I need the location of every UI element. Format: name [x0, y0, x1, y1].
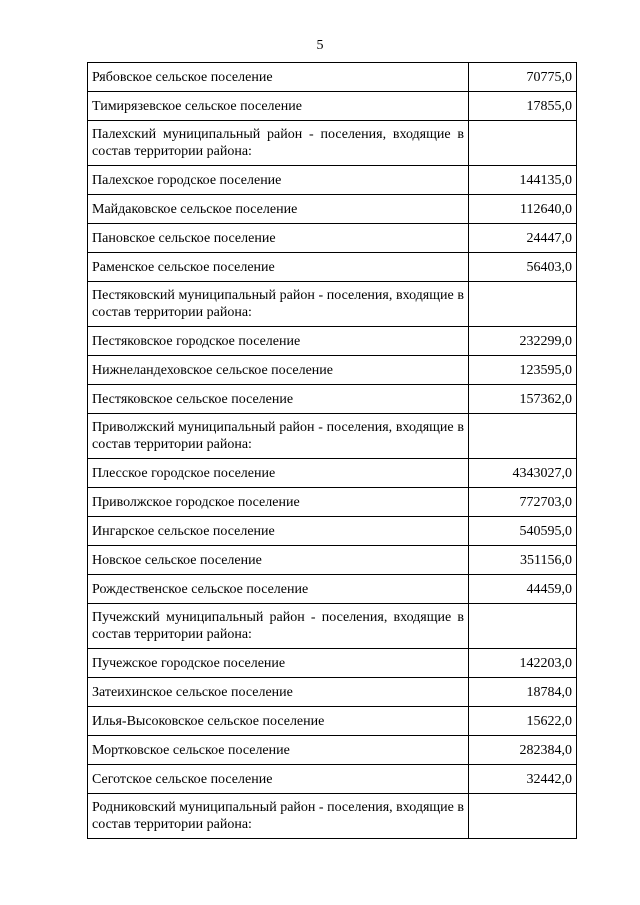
amount-cell: 56403,0	[469, 253, 577, 282]
settlement-name-cell: Рябовское сельское поселение	[88, 63, 469, 92]
amount-cell: 772703,0	[469, 488, 577, 517]
amount-cell: 112640,0	[469, 195, 577, 224]
amount-cell: 540595,0	[469, 517, 577, 546]
table-row	[88, 253, 577, 282]
amount-cell: 351156,0	[469, 546, 577, 575]
amount-cell	[469, 121, 577, 166]
district-name-cell: Приволжский муниципальный район - поселения, входящие в состав территории района:	[88, 414, 469, 459]
table-row	[88, 736, 577, 765]
amount-cell: 18784,0	[469, 678, 577, 707]
amount-cell	[469, 794, 577, 839]
table-row	[88, 517, 577, 546]
amount-cell	[469, 604, 577, 649]
settlement-name-cell: Плесское городское поселение	[88, 459, 469, 488]
table-row	[88, 385, 577, 414]
page-number: 5	[316, 38, 324, 53]
settlement-name-cell: Пановское сельское поселение	[88, 224, 469, 253]
amount-cell: 123595,0	[469, 356, 577, 385]
settlement-name-cell: Затеихинское сельское поселение	[88, 678, 469, 707]
settlement-name-cell: Сеготское сельское поселение	[88, 765, 469, 794]
settlement-name-cell: Рождественское сельское поселение	[88, 575, 469, 604]
amount-cell: 232299,0	[469, 327, 577, 356]
table-row	[88, 488, 577, 517]
district-header-row	[88, 414, 577, 459]
amount-cell: 15622,0	[469, 707, 577, 736]
table-row	[88, 678, 577, 707]
amount-cell: 282384,0	[469, 736, 577, 765]
settlement-name-cell: Майдаковское сельское поселение	[88, 195, 469, 224]
table-row	[88, 195, 577, 224]
table-row	[88, 92, 577, 121]
settlement-name-cell: Тимирязевское сельское поселение	[88, 92, 469, 121]
settlement-name-cell: Ингарское сельское поселение	[88, 517, 469, 546]
settlement-name-cell: Раменское сельское поселение	[88, 253, 469, 282]
table-row	[88, 546, 577, 575]
settlement-name-cell: Приволжское городское поселение	[88, 488, 469, 517]
settlement-name-cell: Новское сельское поселение	[88, 546, 469, 575]
amount-cell: 144135,0	[469, 166, 577, 195]
table-row	[88, 459, 577, 488]
amount-cell: 32442,0	[469, 765, 577, 794]
amount-cell: 142203,0	[469, 649, 577, 678]
settlement-name-cell: Мортковское сельское поселение	[88, 736, 469, 765]
district-name-cell: Родниковский муниципальный район - поселения, входящие в состав территории района:	[88, 794, 469, 839]
district-header-row	[88, 121, 577, 166]
table-row	[88, 166, 577, 195]
amount-cell: 24447,0	[469, 224, 577, 253]
settlement-name-cell: Палехское городское поселение	[88, 166, 469, 195]
settlement-name-cell: Илья-Высоковское сельское поселение	[88, 707, 469, 736]
settlement-name-cell: Пучежское городское поселение	[88, 649, 469, 678]
amount-cell: 44459,0	[469, 575, 577, 604]
district-name-cell: Пестяковский муниципальный район - поселения, входящие в состав территории района:	[88, 282, 469, 327]
amount-cell: 17855,0	[469, 92, 577, 121]
amount-cell: 4343027,0	[469, 459, 577, 488]
district-name-cell: Пучежский муниципальный район - поселения, входящие в состав территории района:	[88, 604, 469, 649]
table-body	[88, 63, 577, 839]
table-row	[88, 327, 577, 356]
district-header-row	[88, 794, 577, 839]
table-row	[88, 575, 577, 604]
settlement-name-cell: Пестяковское городское поселение	[88, 327, 469, 356]
table-row	[88, 765, 577, 794]
amount-cell	[469, 414, 577, 459]
table-row	[88, 63, 577, 92]
table-row	[88, 649, 577, 678]
settlements-table	[87, 62, 577, 839]
table-row	[88, 224, 577, 253]
district-header-row	[88, 282, 577, 327]
district-header-row	[88, 604, 577, 649]
table-row	[88, 356, 577, 385]
district-name-cell: Палехский муниципальный район - поселения, входящие в состав территории района:	[88, 121, 469, 166]
table-row	[88, 707, 577, 736]
settlement-name-cell: Нижнеландеховское сельское поселение	[88, 356, 469, 385]
settlement-name-cell: Пестяковское сельское поселение	[88, 385, 469, 414]
amount-cell: 157362,0	[469, 385, 577, 414]
amount-cell	[469, 282, 577, 327]
amount-cell: 70775,0	[469, 63, 577, 92]
